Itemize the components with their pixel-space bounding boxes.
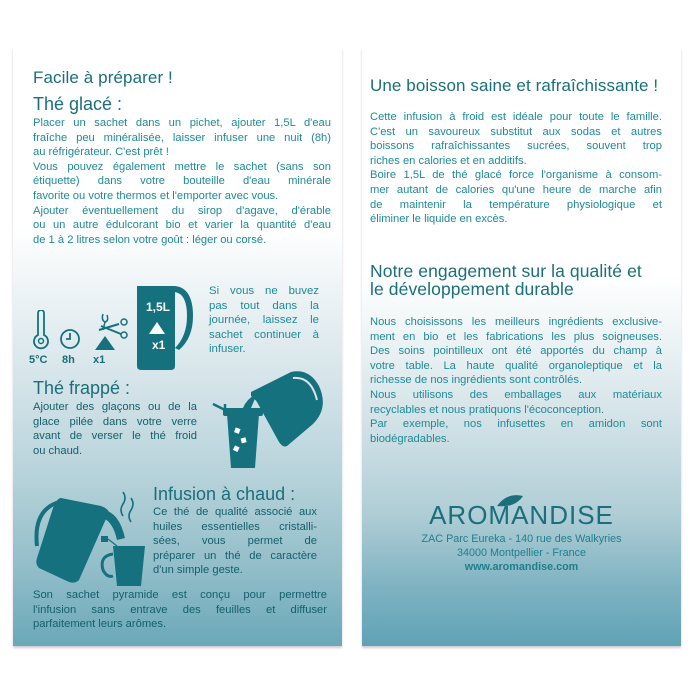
text-line: avant de verser le thé froid	[33, 430, 197, 443]
pitcher-count: x1	[152, 338, 166, 352]
text-line: étiquette) dans votre bouteille d'eau minérale	[33, 175, 331, 188]
text-line: glace pilée dans votre verre	[33, 415, 197, 428]
address-line-2: 34000 Montpellier - France	[456, 547, 587, 559]
pitcher-icon	[135, 284, 197, 370]
healthy-text	[370, 110, 662, 227]
text-line: Cette infusion à froid est idéale pour toute le famille.	[370, 111, 662, 123]
text-line: fraîche peu minéralisée, laisser infuser une nuit (8h)	[33, 131, 331, 144]
heading-line: le développement durable	[370, 279, 574, 299]
text-line: Ajouter des glaçons ou de la	[33, 401, 197, 413]
text-line: d'un simple geste.	[153, 564, 243, 577]
text-line: sées, vous permet de	[153, 535, 317, 548]
temperature-label: 5°C	[29, 354, 48, 366]
ice-glass-pouring-icon	[205, 370, 335, 470]
iced-tea-heading: Thé glacé :	[33, 94, 123, 114]
commitment-text	[370, 315, 662, 446]
text-line: au réfrigérateur. C'est prêt !	[33, 146, 169, 159]
text-line: ou un autre édulcorant bio et varier la quantité d'eau	[33, 219, 331, 232]
commitment-heading	[370, 262, 642, 298]
text-line: recyclables et nous pratiquons l'écoconception.	[370, 403, 605, 416]
text-line: richesse de nos ingrédients sont contrôlés.	[370, 374, 583, 387]
text-line: Son sachet pyramide est conçu pour permettre	[33, 589, 327, 601]
text-line: mer autant de calories qu'une heure de marche afin	[370, 183, 662, 196]
left-panel	[13, 48, 342, 646]
text-line: de 1 à 2 litres selon votre goût : léger ou corsé.	[33, 233, 267, 246]
text-line: riches en calories et en additifs.	[370, 154, 527, 167]
text-line: infuser.	[209, 343, 246, 356]
address-line-1: ZAC Parc Eureka - 140 rue des Walkyries	[421, 533, 622, 545]
text-line: Placer un sachet dans un pichet, ajouter 1,5L d'eau	[33, 117, 331, 129]
healthy-heading: Une boisson saine et rafraîchissante !	[370, 76, 659, 95]
side-note	[209, 284, 319, 357]
hot-infusion-text	[153, 505, 317, 578]
text-line: Si vous ne buvez	[209, 285, 319, 297]
frappe-text	[33, 400, 197, 458]
text-line: Des soins pointilleux ont été apportés du champ à	[370, 345, 662, 358]
heading-line: Notre engagement sur la qualité et	[370, 261, 642, 281]
text-line: favorite ou votre thermos et l'emporter avec vous.	[33, 189, 279, 202]
panel-title: Facile à préparer !	[33, 68, 173, 87]
text-line: ou chaud.	[33, 444, 83, 457]
brand-logo: AROMANDISE	[429, 500, 614, 530]
text-line: parfaitement leurs arômes.	[33, 618, 167, 631]
pitcher-volume: 1,5L	[146, 300, 171, 314]
text-line: Boire 1,5L de thé glacé force l'organisme à consom-	[370, 169, 662, 182]
right-panel	[362, 48, 681, 646]
text-line: Nous utilisons des emballages aux matériaux	[370, 388, 662, 401]
thermometer-icon	[30, 310, 52, 350]
text-line: éliminer le liquide en excès.	[370, 213, 508, 226]
text-line: l'infusion sans entrave des feuilles et diffuser	[33, 603, 327, 616]
text-line: Ajouter éventuellement du sirop d'agave, d'érable	[33, 204, 331, 217]
text-line: préparer un thé de caractère	[153, 549, 317, 562]
text-line: journée, laissez le	[209, 314, 319, 327]
hot-infusion-footer	[33, 588, 327, 632]
iced-tea-text	[33, 116, 331, 247]
sachet-count-label: x1	[93, 354, 106, 366]
text-line: de maintenir la température physiologique et	[370, 198, 662, 211]
hot-infusion-heading: Infusion à chaud :	[153, 484, 296, 504]
text-line: Nous choisissons les meilleurs ingrédients exclusive-	[370, 316, 662, 328]
kettle-cup-icon	[21, 488, 146, 588]
text-line: C'est un savoureux substitut aux sodas et autres	[370, 125, 662, 138]
text-line: biodégradables.	[370, 432, 450, 445]
text-line: pas tout dans la	[209, 299, 319, 312]
text-line: boissons rafraîchissantes sucrées, souvent trop	[370, 140, 662, 153]
text-line: sachet continuer à	[209, 328, 319, 341]
website-link[interactable]: www.aromandise.com	[464, 561, 579, 573]
text-line: ment en bio et les fabrications les plus soigneuses.	[370, 330, 662, 343]
text-line: votre table. La haute qualité organoleptique et la	[370, 359, 662, 372]
text-line: Par exemple, nos infusettes en amidon sont	[370, 418, 662, 431]
text-line: Ce thé de qualité associé aux	[153, 506, 317, 518]
text-line: huiles essentielles cristalli-	[153, 520, 317, 533]
clock-icon	[59, 328, 81, 350]
text-line: Vous pouvez également mettre le sachet (sans son	[33, 160, 331, 173]
duration-label: 8h	[62, 354, 75, 366]
frappe-heading: Thé frappé :	[33, 378, 131, 398]
scissors-sachet-icon	[89, 310, 133, 352]
